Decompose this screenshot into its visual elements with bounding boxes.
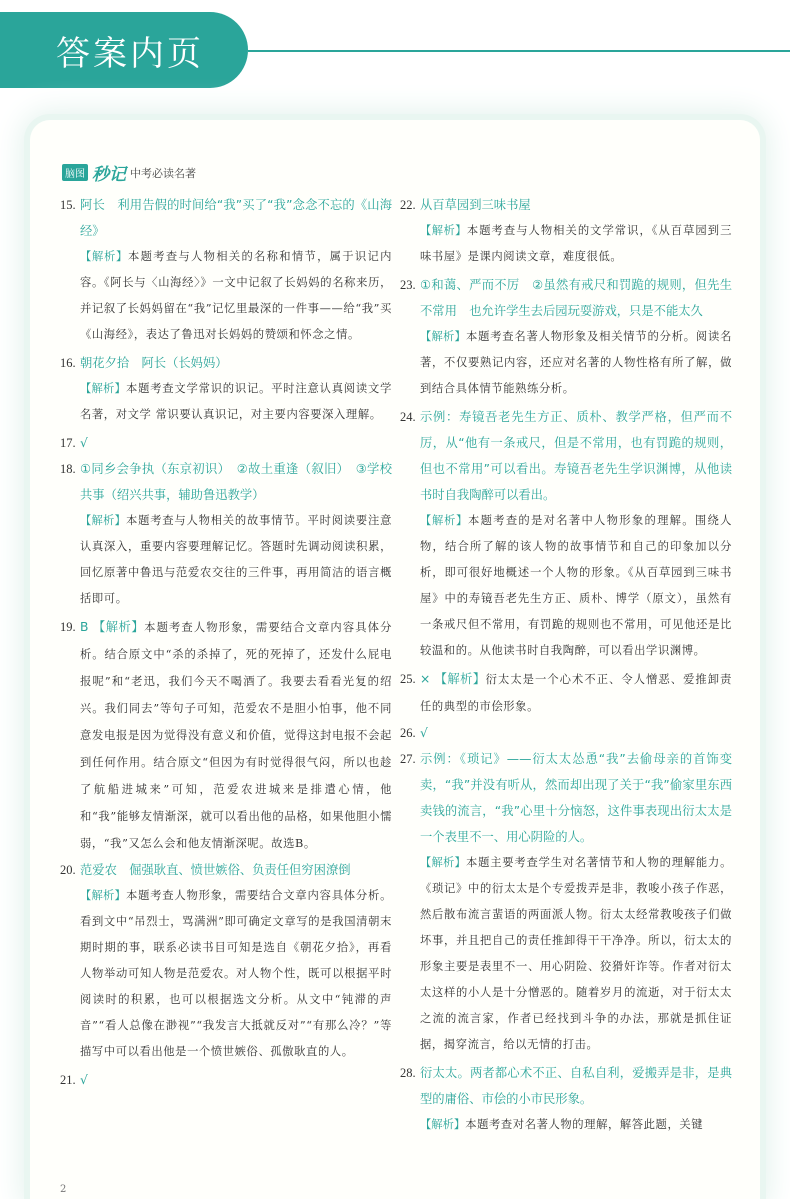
question-number: 25.: [400, 672, 416, 686]
analysis-tag: 【解析】: [80, 382, 126, 395]
check-mark: √: [80, 1073, 88, 1087]
question-number: 23.: [400, 278, 416, 292]
answer-line: [60, 192, 392, 244]
answer-line: [400, 666, 732, 720]
answer-line: [400, 1060, 732, 1112]
analysis-text: 衍太太是一个心术不正、令人憎恶、爱推卸责任的典型的市侩形象。: [420, 673, 732, 713]
answer-line: [400, 192, 732, 218]
answer-item: [400, 192, 732, 270]
analysis-tag: 【解析】: [80, 889, 126, 902]
answer-line: [60, 1067, 392, 1093]
check-mark: √: [420, 726, 428, 740]
answer-item: [60, 192, 392, 348]
answer-item: [400, 1060, 732, 1138]
page-card: [30, 120, 760, 1199]
banner-rule: [248, 50, 790, 52]
answer-item: [400, 720, 732, 746]
question-number: 28.: [400, 1066, 416, 1080]
answer-line: [400, 720, 732, 746]
banner-title: 答案内页: [56, 33, 204, 74]
answer-with-explanation: [80, 614, 392, 857]
analysis-tag: 【解析】: [420, 856, 466, 869]
analysis-tag: 【解析】: [92, 620, 145, 634]
question-number: 21.: [60, 1073, 76, 1087]
question-number: 16.: [60, 356, 76, 370]
answer-item: [400, 272, 732, 402]
answer-text: 从百草园到三味书屋: [420, 198, 531, 212]
answer-line: [400, 746, 732, 850]
analysis-text: 本题考查名著人物形象及相关情节的分析。阅读名著，不仅要熟记内容，还应对名著的人物性格有所了解，做到结合具体情节能熟练分析。: [420, 330, 732, 395]
analysis: [400, 850, 732, 1058]
analysis-text: 本题考查人物形象，需要结合文章内容具体分析。看到文中“吊烈士，骂满洲”即可确定文章写的是我国清朝末期时期的事，联系必读书目可知是选自《朝花夕拾》，再看人物举动可知人物是范爱农。对人物个性，既可以根据平时阅读时的积累，也可以根据选文分析。从文中“钝滞的声音”“看人总像在渺视”“我发言大抵就反对”“有那么冷？”等描写中可以看出他是一个愤世嫉俗、孤傲耿直的人。: [80, 889, 392, 1058]
section-banner: [0, 12, 248, 88]
answer-item: [400, 404, 732, 664]
answer-line: [400, 272, 732, 324]
analysis: [60, 883, 392, 1065]
analysis: [400, 218, 732, 270]
answer-text: 范爱农 倔强耿直、愤世嫉俗、负责任但穷困潦倒: [80, 863, 351, 877]
answer-text: ①同乡会争执（东京初识） ②故土重逢（叙旧） ③学校共事（绍兴共事，辅助鲁迅教学）: [80, 462, 392, 502]
question-number: 26.: [400, 726, 416, 740]
answer-line: [60, 350, 392, 376]
analysis-text: 本题考查人物形象，需要结合文章内容具体分析。结合原文中“杀的杀掉了，死的死掉了，还发什么屁电报呢”和“老迅，我们今天不喝酒了。我要去看看光复的绍兴。我们同去”等句子可知，范爱农不是胆小怕事，他不同意发电报是因为觉得没有意义和价值，觉得这封电报不会起到任何作用。结合原文“但因为有时觉得很气闷，所以也趁了航船进城来”可知，范爱农进城来是排遣心情，他和“我”能够友情渐深，就可以看出他的品格，如果他胆小懦弱，“我”又怎么会和他友情渐深呢。故选B。: [80, 621, 392, 850]
question-number: 18.: [60, 462, 76, 476]
right-column: [400, 192, 732, 1140]
header-text: 中考必读名著: [130, 166, 196, 180]
analysis: [400, 508, 732, 664]
answer-line: [60, 614, 392, 857]
analysis-tag: 【解析】: [420, 330, 466, 343]
analysis: [60, 376, 392, 428]
question-number: 19.: [60, 620, 76, 634]
analysis-tag: 【解析】: [420, 514, 469, 527]
page-header: [62, 160, 196, 185]
answer-line: [400, 404, 732, 508]
page-number: 2: [60, 1184, 67, 1195]
analysis-tag: 【解析】: [80, 514, 126, 527]
answer-text: 示例：《琐记》——衍太太怂恿“我”去偷母亲的首饰变卖，“我”并没有听从，然而却出现了关于“我”偷家里东西卖钱的流言，“我”心里十分恼怒，这件事表现出衍太太是一个表里不一、用心阴险的人。: [420, 752, 732, 844]
question-number: 22.: [400, 198, 416, 212]
question-number: 17.: [60, 436, 76, 450]
answer-item: [400, 666, 732, 720]
question-number: 24.: [400, 410, 416, 424]
analysis-tag: 【解析】: [434, 672, 486, 686]
analysis-text: 本题考查与人物相关的名称和情节，属于识记内容。《阿长与〈山海经〉》一文中记叙了长妈妈的名称来历，并记叙了长妈妈留在“我”记忆里最深的一件事——给“我”买《山海经》，表达了鲁迅对长妈妈的赞颂和怀念之情。: [80, 250, 392, 341]
left-column: [60, 192, 392, 1093]
answer-text: ①和蔼、严而不厉 ②虽然有戒尺和罚跪的规则，但先生不常用 也允许学生去后园玩耍游戏，只是不能太久: [420, 278, 732, 318]
answer-letter: ×: [420, 672, 431, 686]
header-badge: 脑图: [62, 164, 88, 181]
answer-line: [60, 857, 392, 883]
analysis-tag: 【解析】: [420, 224, 467, 237]
analysis-text: 本题考查与人物相关的文学常识，《从百草园到三味书屋》是课内阅读文章，难度很低。: [420, 224, 732, 263]
analysis: [400, 1112, 732, 1138]
answer-item: [400, 746, 732, 1058]
analysis: [60, 508, 392, 612]
question-number: 27.: [400, 752, 416, 766]
answer-with-explanation: [420, 666, 732, 720]
analysis-text: 本题考查的是对名著中人物形象的理解。围绕人物，结合所了解的该人物的故事情节和自己的印象加以分析，即可很好地概述一个人物的形象。《从百草园到三味书屋》中的寿镜吾老先生方正、质朴、博学（原文），虽然有一条戒尺但不常用，有罚跪的规则也不常用，可见他还是比较温和的。从他读书时自我陶醉，可以看出学识渊博。: [420, 514, 732, 657]
question-number: 20.: [60, 863, 76, 877]
answer-text: 阿长 利用告假的时间给“我”买了“我”念念不忘的《山海经》: [80, 198, 392, 238]
answer-item: [60, 1067, 392, 1093]
analysis: [60, 244, 392, 348]
analysis-tag: 【解析】: [80, 250, 129, 263]
analysis: [400, 324, 732, 402]
answer-text: 衍太太。两者都心术不正、自私自利，爱搬弄是非，是典型的庸俗、市侩的小市民形象。: [420, 1066, 732, 1106]
answer-letter: B: [80, 620, 89, 634]
answer-item: [60, 430, 392, 456]
answer-line: [60, 456, 392, 508]
answer-text: 朝花夕拾 阿长（长妈妈）: [80, 356, 228, 370]
answer-item: [60, 456, 392, 612]
answer-line: [60, 430, 392, 456]
answer-item: [60, 350, 392, 428]
analysis-text: 本题考查与人物相关的故事情节。平时阅读要注意认真深入，重要内容要理解记忆。答题时先调动阅读积累，回忆原著中鲁迅与范爱农交往的三件事，再用简洁的语言概括即可。: [80, 514, 392, 605]
analysis-text: 本题主要考查学生对名著情节和人物的理解能力。《琐记》中的衍太太是个专爱拨弄是非，教唆小孩子作恶，然后散布流言蜚语的两面派人物。衍太太经常教唆孩子们做坏事，并且把自己的责任推卸得干干净净。所以，衍太太的形象主要是表里不一、用心阴险、狡猾奸诈等。作者对衍太太这样的小人是十分憎恶的。随着岁月的流逝，对于衍太太之流的流言家，作者已经找到斗争的办法，那就是抓住证据，揭穿流言，给以无情的打击。: [420, 856, 732, 1051]
answer-item: [60, 857, 392, 1065]
answer-item: [60, 614, 392, 857]
answer-text: 示例：寿镜吾老先生方正、质朴、教学严格，但严而不厉，从“他有一条戒尺，但是不常用，也有罚跪的规则，但也不常用”可以看出。寿镜吾老先生学识渊博，从他读书时自我陶醉可以看出。: [420, 410, 732, 502]
header-logo: 秒记: [92, 165, 126, 185]
question-number: 15.: [60, 198, 76, 212]
check-mark: √: [80, 436, 88, 450]
analysis-text: 本题考查对名著人物的理解，解答此题，关键: [465, 1118, 704, 1131]
analysis-tag: 【解析】: [420, 1118, 466, 1131]
analysis-text: 本题考查文学常识的识记。平时注意认真阅读文学名著，对文学 常识要认真识记，对主要内容要深入理解。: [80, 382, 392, 421]
